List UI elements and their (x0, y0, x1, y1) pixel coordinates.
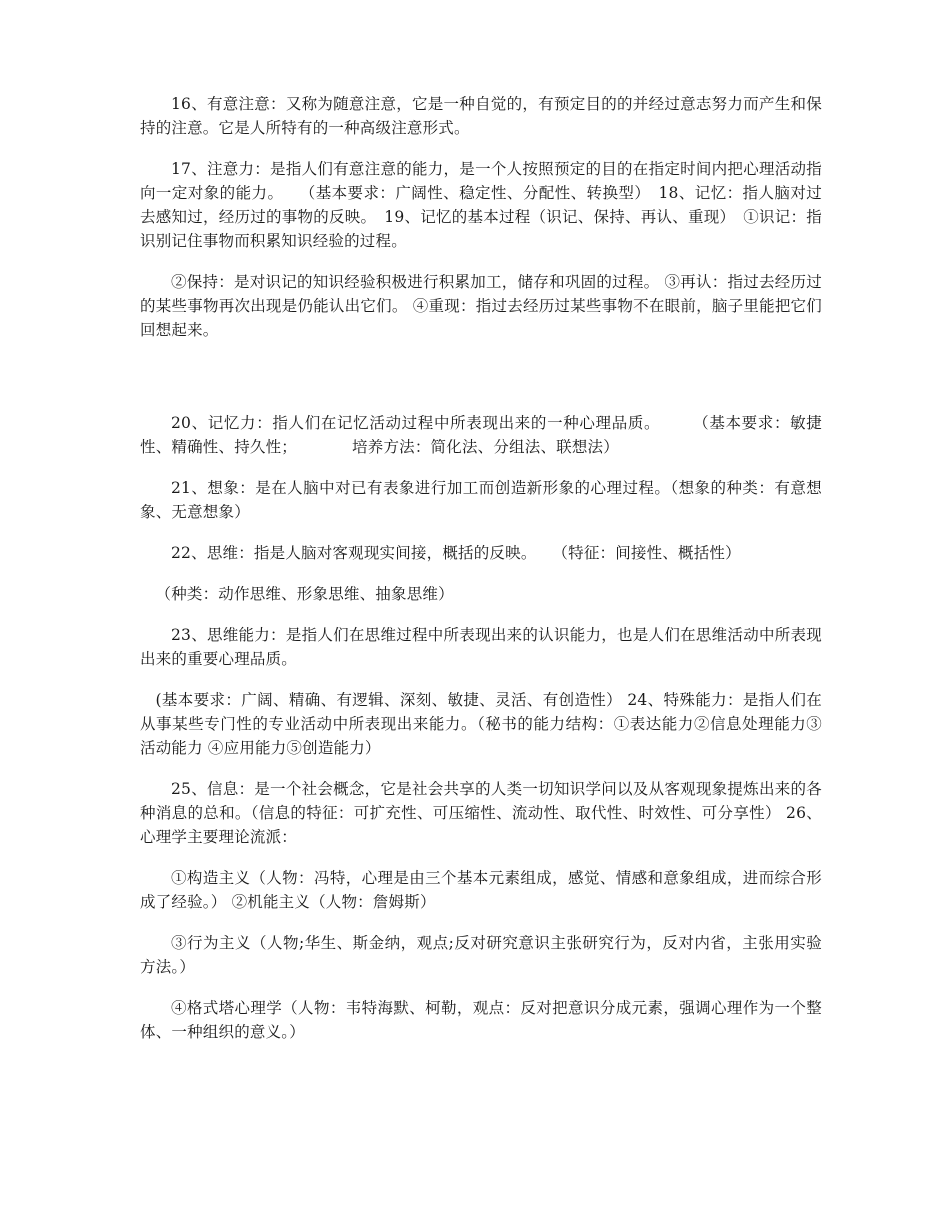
paragraph-thinking-types: （种类：动作思维、形象思维、抽象思维） (155, 585, 454, 603)
paragraph-17-attention-memory: 17、注意力：是指人们有意注意的能力，是一个人按照预定的目的在指定时间内把心理活动指向一定对象的能力。 （基本要求：广阔性、稳定性、分配性、转换型） 18、记忆：指人脑对过去感知过，经历过的事物的反映。 19、记忆的基本过程（识记、保持、再认、重现） ①识记：指识别记住事物而积累知识经验的过程。 (140, 160, 822, 250)
paragraph-24-special-ability: (基本要求：广阔、精确、有逻辑、深刻、敏捷、灵活、有创造性） 24、特殊能力：是指人们在从事某些专门性的专业活动中所表现出来能力。（秘书的能力结构：①表达能力②信息处理能力③活动能力 ④应用能力⑤创造能力） (140, 691, 822, 757)
paragraph-gestalt: ④格式塔心理学（人物：韦特海默、柯勒，观点：反对把意识分成元素，强调心理作为一个整体、一种组织的意义。） (140, 999, 822, 1041)
section-gap (140, 359, 822, 411)
paragraph-21-imagination: 21、想象：是在人脑中对已有表象进行加工而创造新形象的心理过程。（想象的种类：有意想象、无意想象） (140, 479, 822, 521)
document-page (140, 92, 822, 1061)
paragraph-16-voluntary-attention: 16、有意注意：又称为随意注意，它是一种自觉的，有预定目的的并经过意志努力而产生和保持的注意。它是人所特有的一种高级注意形式。 (140, 95, 822, 137)
paragraph-25-information: 25、信息：是一个社会概念，它是社会共享的人类一切知识学问以及从客观现象提炼出来的各种消息的总和。（信息的特征：可扩充性、可压缩性、流动性、取代性、时效性、可分享性） 26、心理学主要理论流派： (140, 780, 822, 846)
paragraph-23-thinking-ability: 23、思维能力：是指人们在思维过程中所表现出来的认识能力，也是人们在思维活动中所表现出来的重要心理品质。 (140, 626, 822, 668)
paragraph-behaviorism: ③行为主义（人物;华生、斯金纳，观点;反对研究意识主张研究行为，反对内省，主张用实验方法。） (140, 934, 822, 976)
paragraph-20-memory-ability: 20、记忆力：指人们在记忆活动过程中所表现出来的一种心理品质。 （基本要求：敏捷性、精确性、持久性； 培养方法：简化法、分组法、联想法） (140, 414, 822, 456)
paragraph-structuralism-functionalism: ①构造主义（人物：冯特，心理是由三个基本元素组成，感觉、情感和意象组成，进而综合形成了经验。） ②机能主义（人物：詹姆斯） (140, 869, 822, 911)
paragraph-22-thinking: 22、思维：指是人脑对客观现实间接，概括的反映。 （特征：间接性、概括性） (171, 544, 741, 562)
paragraph-retention-recognition-recall: ②保持：是对识记的知识经验积极进行积累加工，储存和巩固的过程。 ③再认：指过去经历过的某些事物再次出现是仍能认出它们。 ④重现：指过去经历过某些事物不在眼前，脑子里能把它们回想起来。 (140, 273, 822, 339)
